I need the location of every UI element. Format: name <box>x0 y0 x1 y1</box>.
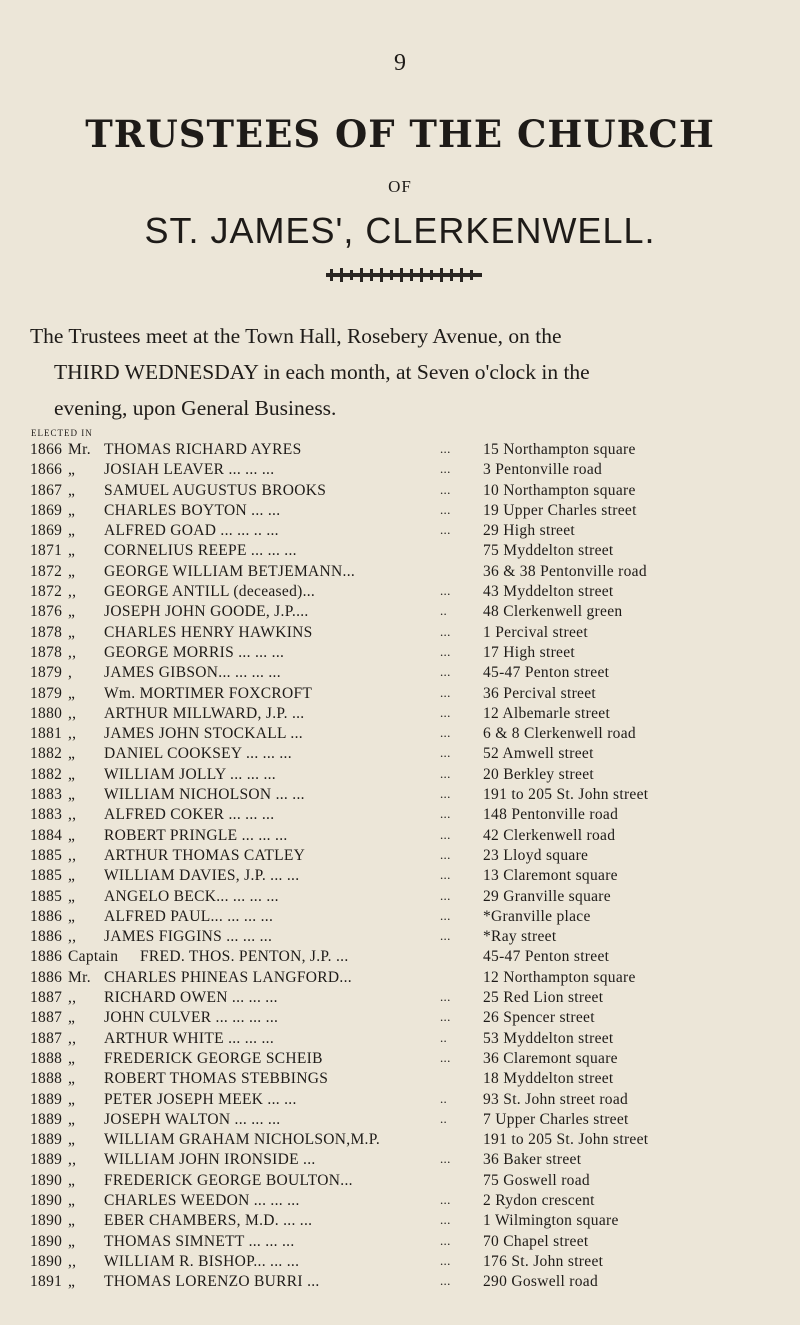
trustee-row <box>30 867 780 887</box>
trustee-address: 176 St. John street <box>483 1252 604 1270</box>
trustee-address: 70 Chapel street <box>483 1232 589 1250</box>
trustee-address: 7 Upper Charles street <box>483 1110 629 1128</box>
trustee-address: 6 & 8 Clerkenwell road <box>483 725 636 743</box>
trustee-address: 29 Granville square <box>483 887 611 905</box>
trustee-name: GEORGE MORRIS ... ... ... <box>104 643 285 661</box>
trustee-name: WILLIAM GRAHAM NICHOLSON,M.P. <box>104 1131 381 1149</box>
trustee-title: „ <box>68 745 76 763</box>
trustee-title: Mr. <box>68 441 91 458</box>
leader-dots: ... <box>440 1191 451 1207</box>
elected-year: 1869 <box>30 501 63 519</box>
trustee-name: GEORGE WILLIAM BETJEMANN... <box>104 562 356 580</box>
elected-year: 1871 <box>30 542 63 560</box>
trustee-address: 75 Myddelton street <box>483 542 614 560</box>
trustee-row <box>30 888 780 908</box>
trustee-title: „ <box>68 826 76 844</box>
trustee-address: 13 Claremont square <box>483 867 618 885</box>
elected-year: 1880 <box>30 704 63 722</box>
trustee-row <box>30 624 780 644</box>
trustee-name: JOSEPH WALTON ... ... ... <box>104 1110 281 1128</box>
trustee-name: JAMES FIGGINS ... ... ... <box>104 928 273 946</box>
leader-dots: ... <box>440 643 451 659</box>
meeting-notice-line: evening, upon General Business. <box>54 396 337 420</box>
trustee-address: 3 Pentonville road <box>483 461 603 479</box>
leader-dots: ... <box>440 887 451 903</box>
trustee-row <box>30 1009 780 1029</box>
elected-year: 1887 <box>30 989 63 1007</box>
elected-year: 1890 <box>30 1232 63 1250</box>
trustee-row <box>30 461 780 481</box>
trustee-name: CHARLES HENRY HAWKINS <box>104 623 313 641</box>
trustee-row <box>30 908 780 928</box>
trustee-name: RICHARD OWEN ... ... ... <box>104 989 278 1007</box>
trustee-row <box>30 1091 780 1111</box>
trustee-row <box>30 1192 780 1212</box>
leader-dots: ... <box>440 664 451 680</box>
leader-dots: .. <box>440 1029 448 1045</box>
trustee-name: WILLIAM JOHN IRONSIDE ... <box>104 1151 316 1169</box>
trustee-name: THOMAS LORENZO BURRI ... <box>104 1273 320 1291</box>
page-title: TRUSTEES OF THE CHURCH <box>85 112 715 156</box>
leader-dots: .. <box>440 1090 448 1106</box>
leader-dots: ... <box>440 826 451 842</box>
trustee-title: „ <box>68 522 76 540</box>
trustee-title: „ <box>68 1049 76 1067</box>
trustee-row <box>30 969 780 989</box>
trustee-address: 17 High street <box>483 643 576 661</box>
trustee-row <box>30 806 780 826</box>
elected-year: 1889 <box>30 1090 63 1108</box>
trustee-title: ,, <box>68 806 77 824</box>
trustee-name: JOSIAH LEAVER ... ... ... <box>104 461 275 479</box>
trustee-row <box>30 827 780 847</box>
trustee-title: ,, <box>68 846 77 864</box>
trustee-row <box>30 1151 780 1171</box>
trustee-name: SAMUEL AUGUSTUS BROOKS <box>104 481 327 499</box>
trustee-address: 53 Myddelton street <box>483 1029 614 1047</box>
trustee-row <box>30 1172 780 1192</box>
trustee-title: Captain <box>68 948 119 966</box>
leader-dots: ... <box>440 1009 451 1025</box>
trustee-address: 12 Northampton square <box>483 968 636 986</box>
trustee-name: ALFRED COKER ... ... ... <box>104 806 275 824</box>
trustee-title: „ <box>68 501 76 519</box>
trustee-title: „ <box>68 887 76 905</box>
trustee-row <box>30 1070 780 1090</box>
trustee-row <box>30 745 780 765</box>
trustee-address: 36 & 38 Pentonville road <box>483 562 647 580</box>
trustee-row <box>30 482 780 502</box>
leader-dots: ... <box>440 786 451 802</box>
trustee-name: JAMES JOHN STOCKALL ... <box>104 725 303 743</box>
trustee-name: ROBERT PRINGLE ... ... ... <box>104 826 288 844</box>
trustee-row <box>30 1131 780 1151</box>
leader-dots: ... <box>440 704 451 720</box>
trustee-title: „ <box>68 542 76 560</box>
leader-dots: .. <box>440 603 448 619</box>
elected-year: 1890 <box>30 1252 63 1270</box>
elected-year: 1885 <box>30 887 63 905</box>
trustee-title: Mr. <box>68 968 91 986</box>
elected-year: 1878 <box>30 623 63 641</box>
leader-dots: ... <box>440 441 451 456</box>
trustee-title: ,, <box>68 583 77 601</box>
trustee-row <box>30 766 780 786</box>
trustee-title: „ <box>68 1232 76 1250</box>
page-number: 9 <box>394 50 406 76</box>
elected-year: 1887 <box>30 1009 63 1027</box>
trustee-name: THOMAS RICHARD AYRES <box>104 441 302 458</box>
trustee-address: 191 to 205 St. John street <box>483 786 649 804</box>
elected-year: 1889 <box>30 1110 63 1128</box>
trustee-title: „ <box>68 765 76 783</box>
trustee-address: 75 Goswell road <box>483 1171 590 1189</box>
leader-dots: ... <box>440 501 451 517</box>
elected-year: 1866 <box>30 441 63 458</box>
trustee-name: ALFRED PAUL... ... ... ... <box>104 907 274 925</box>
elected-year: 1885 <box>30 867 63 885</box>
trustee-name: PETER JOSEPH MEEK ... ... <box>104 1090 297 1108</box>
elected-year: 1890 <box>30 1191 63 1209</box>
elected-year: 1889 <box>30 1151 63 1169</box>
trustee-address: 45-47 Penton street <box>483 664 610 682</box>
trustee-address: 43 Myddelton street <box>483 583 614 601</box>
trustee-name: DANIEL COOKSEY ... ... ... <box>104 745 292 763</box>
trustee-row <box>30 664 780 684</box>
trustee-title: „ <box>68 603 76 621</box>
trustee-name: CHARLES WEEDON ... ... ... <box>104 1191 300 1209</box>
trustee-row <box>30 928 780 948</box>
elected-year: 1888 <box>30 1049 63 1067</box>
elected-year: 1866 <box>30 461 63 479</box>
elected-year: 1882 <box>30 765 63 783</box>
elected-year: 1878 <box>30 643 63 661</box>
elected-year: 1879 <box>30 664 63 682</box>
elected-year: 1879 <box>30 684 63 702</box>
leader-dots: ... <box>440 1273 451 1289</box>
trustee-name: WILLIAM NICHOLSON ... ... <box>104 786 305 804</box>
leader-dots: ... <box>440 1049 451 1065</box>
trustee-row <box>30 1030 780 1050</box>
trustee-row <box>30 685 780 705</box>
elected-year: 1886 <box>30 968 63 986</box>
trustee-name: ROBERT THOMAS STEBBINGS <box>104 1070 329 1088</box>
trustee-title: ,, <box>68 1029 77 1047</box>
leader-dots: ... <box>440 522 451 538</box>
trustee-row <box>30 563 780 583</box>
trustee-address: 1 Percival street <box>483 623 588 641</box>
trustee-address: 45-47 Penton street <box>483 948 610 966</box>
elected-year: 1876 <box>30 603 63 621</box>
trustee-row <box>30 948 780 968</box>
leader-dots: ... <box>440 989 451 1005</box>
elected-year: 1869 <box>30 522 63 540</box>
trustee-address: *Granville place <box>483 907 591 925</box>
elected-year: 1886 <box>30 907 63 925</box>
trustee-address: 26 Spencer street <box>483 1009 595 1027</box>
elected-year: 1884 <box>30 826 63 844</box>
meeting-notice-line: THIRD WEDNESDAY in each month, at Seven o'clock in the <box>54 360 590 384</box>
trustee-address: 42 Clerkenwell road <box>483 826 616 844</box>
elected-year: 1886 <box>30 948 63 966</box>
trustee-name: EBER CHAMBERS, M.D. ... ... <box>104 1212 313 1230</box>
trustee-address: 12 Albemarle street <box>483 704 611 722</box>
leader-dots: ... <box>440 1232 451 1248</box>
trustee-title: ,, <box>68 704 77 722</box>
elected-year: 1888 <box>30 1070 63 1088</box>
leader-dots: ... <box>440 623 451 639</box>
trustee-name: ARTHUR THOMAS CATLEY <box>104 846 306 864</box>
trustee-row <box>30 989 780 1009</box>
trustee-title: „ <box>68 1191 76 1209</box>
elected-year: 1889 <box>30 1131 63 1149</box>
trustee-title: „ <box>68 562 76 580</box>
trustee-title: ,, <box>68 1252 77 1270</box>
trustee-row <box>30 786 780 806</box>
meeting-notice <box>30 318 775 426</box>
trustee-name: ARTHUR WHITE ... ... ... <box>104 1029 275 1047</box>
trustee-title: ,, <box>68 643 77 661</box>
trustee-name: CHARLES PHINEAS LANGFORD... <box>104 968 352 986</box>
trustee-row <box>30 705 780 725</box>
trustee-title: , <box>68 664 73 682</box>
leader-dots: ... <box>440 481 451 497</box>
elected-year: 1867 <box>30 481 63 499</box>
leader-dots: ... <box>440 684 451 700</box>
elected-year: 1886 <box>30 928 63 946</box>
trustee-name: WILLIAM DAVIES, J.P. ... ... <box>104 867 300 885</box>
elected-year: 1883 <box>30 806 63 824</box>
leader-dots: .. <box>440 1110 448 1126</box>
trustee-row <box>30 542 780 562</box>
leader-dots: ... <box>440 1151 451 1167</box>
trustee-title: „ <box>68 481 76 499</box>
trustee-name: WILLIAM JOLLY ... ... ... <box>104 765 276 783</box>
trustee-title: „ <box>68 1273 76 1291</box>
leader-dots: ... <box>440 461 451 477</box>
trustee-row <box>30 1111 780 1131</box>
trustee-title: „ <box>68 1070 76 1088</box>
trustee-address: 15 Northampton square <box>483 441 636 458</box>
trustee-address: 93 St. John street road <box>483 1090 629 1108</box>
trustee-row <box>30 644 780 664</box>
trustee-address: 48 Clerkenwell green <box>483 603 623 621</box>
trustee-address: 1 Wilmington square <box>483 1212 619 1230</box>
trustee-name: ALFRED GOAD ... ... .. ... <box>104 522 279 540</box>
trustee-title: ,, <box>68 725 77 743</box>
trustee-address: 191 to 205 St. John street <box>483 1131 649 1149</box>
trustee-title: „ <box>68 1090 76 1108</box>
trustee-title: ,, <box>68 928 77 946</box>
trustee-title: „ <box>68 867 76 885</box>
leader-dots: ... <box>440 806 451 822</box>
elected-year: 1890 <box>30 1171 63 1189</box>
trustee-name: FRED. THOS. PENTON, J.P. ... <box>140 948 349 966</box>
trustee-address: 36 Percival street <box>483 684 596 702</box>
trustee-address: 19 Upper Charles street <box>483 501 637 519</box>
trustee-address: 52 Amwell street <box>483 745 594 763</box>
trustee-title: „ <box>68 1009 76 1027</box>
trustee-title: ,, <box>68 1151 77 1169</box>
trustee-name: ARTHUR MILLWARD, J.P. ... <box>104 704 305 722</box>
leader-dots: ... <box>440 907 451 923</box>
trustee-row <box>30 1233 780 1253</box>
trustee-address: 23 Lloyd square <box>483 846 589 864</box>
elected-year: 1890 <box>30 1212 63 1230</box>
trustee-address: 10 Northampton square <box>483 481 636 499</box>
trustee-title: „ <box>68 907 76 925</box>
trustee-address: *Ray street <box>483 928 557 946</box>
page-subtitle: ST. JAMES', CLERKENWELL. <box>144 210 656 251</box>
leader-dots: ... <box>440 846 451 862</box>
trustee-address: 2 Rydon crescent <box>483 1191 595 1209</box>
trustee-row <box>30 522 780 542</box>
trustee-name: CORNELIUS REEPE ... ... ... <box>104 542 297 560</box>
elected-year: 1885 <box>30 846 63 864</box>
trustee-row <box>30 583 780 603</box>
trustee-name: JAMES GIBSON... ... ... ... <box>104 664 281 682</box>
trustee-title: „ <box>68 1212 76 1230</box>
trustee-title: „ <box>68 1110 76 1128</box>
trustee-row <box>30 1273 780 1293</box>
meeting-notice-line: The Trustees meet at the Town Hall, Rosebery Avenue, on the <box>30 324 562 348</box>
trustee-row <box>30 1212 780 1232</box>
trustee-title: „ <box>68 623 76 641</box>
trustee-row <box>30 847 780 867</box>
ornament-divider <box>324 267 484 283</box>
trustee-address: 148 Pentonville road <box>483 806 619 824</box>
trustee-address: 290 Goswell road <box>483 1273 599 1291</box>
trustee-name: FREDERICK GEORGE BOULTON... <box>104 1171 353 1189</box>
elected-year: 1872 <box>30 562 63 580</box>
trustee-name: WILLIAM R. BISHOP... ... ... <box>104 1252 300 1270</box>
trustee-row <box>30 603 780 623</box>
trustee-name: CHARLES BOYTON ... ... <box>104 501 281 519</box>
trustee-list <box>30 441 780 1293</box>
trustee-row <box>30 502 780 522</box>
trustee-address: 36 Claremont square <box>483 1049 618 1067</box>
leader-dots: ... <box>440 1212 451 1228</box>
trustee-address: 18 Myddelton street <box>483 1070 614 1088</box>
trustee-address: 29 High street <box>483 522 576 540</box>
trustee-name: THOMAS SIMNETT ... ... ... <box>104 1232 295 1250</box>
trustee-name: Wm. MORTIMER FOXCROFT <box>104 684 313 702</box>
leader-dots: ... <box>440 745 451 761</box>
leader-dots: ... <box>440 765 451 781</box>
leader-dots: ... <box>440 1252 451 1268</box>
trustee-row <box>30 725 780 745</box>
trustee-title: ,, <box>68 989 77 1007</box>
elected-year: 1891 <box>30 1273 63 1291</box>
trustee-address: 20 Berkley street <box>483 765 594 783</box>
trustee-title: „ <box>68 1131 76 1149</box>
trustee-title: „ <box>68 1171 76 1189</box>
leader-dots: ... <box>440 928 451 944</box>
trustee-name: ANGELO BECK... ... ... ... <box>104 887 279 905</box>
trustee-title: „ <box>68 461 76 479</box>
trustee-row <box>30 441 780 461</box>
leader-dots: ... <box>440 867 451 883</box>
trustee-address: 25 Red Lion street <box>483 989 604 1007</box>
trustee-title: „ <box>68 786 76 804</box>
title-connector: OF <box>388 177 412 196</box>
leader-dots: ... <box>440 583 451 599</box>
leader-dots: ... <box>440 725 451 741</box>
elected-year: 1882 <box>30 745 63 763</box>
trustee-name: JOHN CULVER ... ... ... ... <box>104 1009 279 1027</box>
trustee-row <box>30 1253 780 1273</box>
trustee-title: „ <box>68 684 76 702</box>
trustee-name: GEORGE ANTILL (deceased)... <box>104 583 316 601</box>
elected-year: 1881 <box>30 725 63 743</box>
trustee-name: JOSEPH JOHN GOODE, J.P.... <box>104 603 309 621</box>
trustee-row <box>30 1050 780 1070</box>
elected-in-header: ELECTED IN <box>31 428 93 438</box>
trustee-address: 36 Baker street <box>483 1151 582 1169</box>
elected-year: 1883 <box>30 786 63 804</box>
trustee-name: FREDERICK GEORGE SCHEIB <box>104 1049 323 1067</box>
elected-year: 1887 <box>30 1029 63 1047</box>
elected-year: 1872 <box>30 583 63 601</box>
